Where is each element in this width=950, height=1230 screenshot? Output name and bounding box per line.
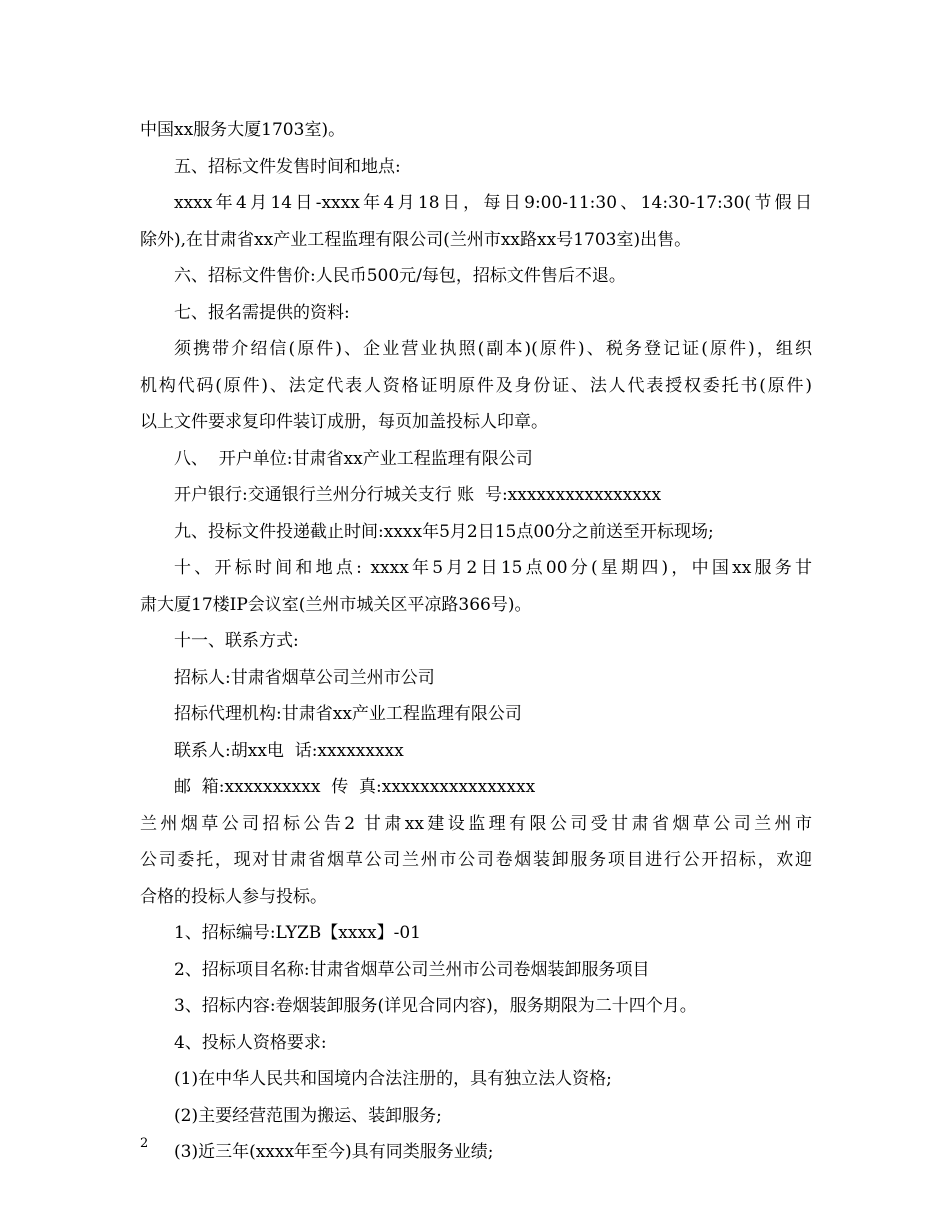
text-line: 招标代理机构:甘肃省xx产业工程监理有限公司 [174,704,522,724]
page-number: 2 [140,1136,149,1151]
text-line: 邮 箱:xxxxxxxxxx 传 真:xxxxxxxxxxxxxxxx [174,777,536,797]
text-line: 招标人:甘肃省烟草公司兰州市公司 [174,667,435,688]
text-line: xxxx年4月14日-xxxx年4月18日，每日9:00-11:30、14:30-17:30(节假日 [174,193,812,213]
text-line: 合格的投标人参与投标。 [140,886,327,907]
document-body [140,112,812,1171]
text-line: 七、报名需提供的资料: [174,302,350,323]
text-line: 4、投标人资格要求: [174,1032,327,1053]
text-line: 中国xx服务大厦1703室)。 [140,120,346,140]
text-line: 六、招标文件售价:人民币500元/每包，招标文件售后不退。 [174,266,626,286]
text-line: 开户银行:交通银行兰州分行城关支行 账 号:xxxxxxxxxxxxxxxx [174,485,662,505]
text-line: 十、开标时间和地点: xxxx年5月2日15点00分(星期四)，中国xx服务甘 [174,558,812,578]
text-line: 兰州烟草公司招标公告2 甘肃xx建设监理有限公司受甘肃省烟草公司兰州市 [140,813,812,834]
text-line: 除外),在甘肃省xx产业工程监理有限公司(兰州市xx路xx号1703室)出售。 [140,229,692,250]
text-line: 以上文件要求复印件装订成册，每页加盖投标人印章。 [140,412,548,432]
text-line: 须携带介绍信(原件)、企业营业执照(副本)(原件)、税务登记证(原件)，组织 [174,339,812,359]
text-line: 八、 开户单位:甘肃省xx产业工程监理有限公司 [174,448,533,469]
text-line: 1、招标编号:LYZB【xxxx】-01 [174,923,421,943]
text-line: 肃大厦17楼IP会议室(兰州市城关区平凉路366号)。 [140,594,532,615]
text-line: (1)在中华人民共和国境内合法注册的，具有独立法人资格; [174,1069,612,1089]
text-line: (3)近三年(xxxx年至今)具有同类服务业绩; [174,1142,494,1162]
text-line: 联系人:胡xx电 话:xxxxxxxxx [174,740,404,761]
text-line: 公司委托，现对甘肃省烟草公司兰州市公司卷烟装卸服务项目进行公开招标，欢迎 [140,850,812,870]
text-line: 五、招标文件发售时间和地点: [174,156,401,177]
text-line: 机构代码(原件)、法定代表人资格证明原件及身份证、法人代表授权委托书(原件) [140,375,812,396]
text-line: 十一、联系方式: [174,631,299,651]
text-line: 2、招标项目名称:甘肃省烟草公司兰州市公司卷烟装卸服务项目 [174,959,650,980]
text-line: (2)主要经营范围为搬运、装卸服务; [174,1105,442,1126]
text-line: 3、招标内容:卷烟装卸服务(详见合同内容)，服务期限为二十四个月。 [174,996,697,1016]
text-line: 九、投标文件投递截止时间:xxxx年5月2日15点00分之前送至开标现场; [174,521,714,542]
